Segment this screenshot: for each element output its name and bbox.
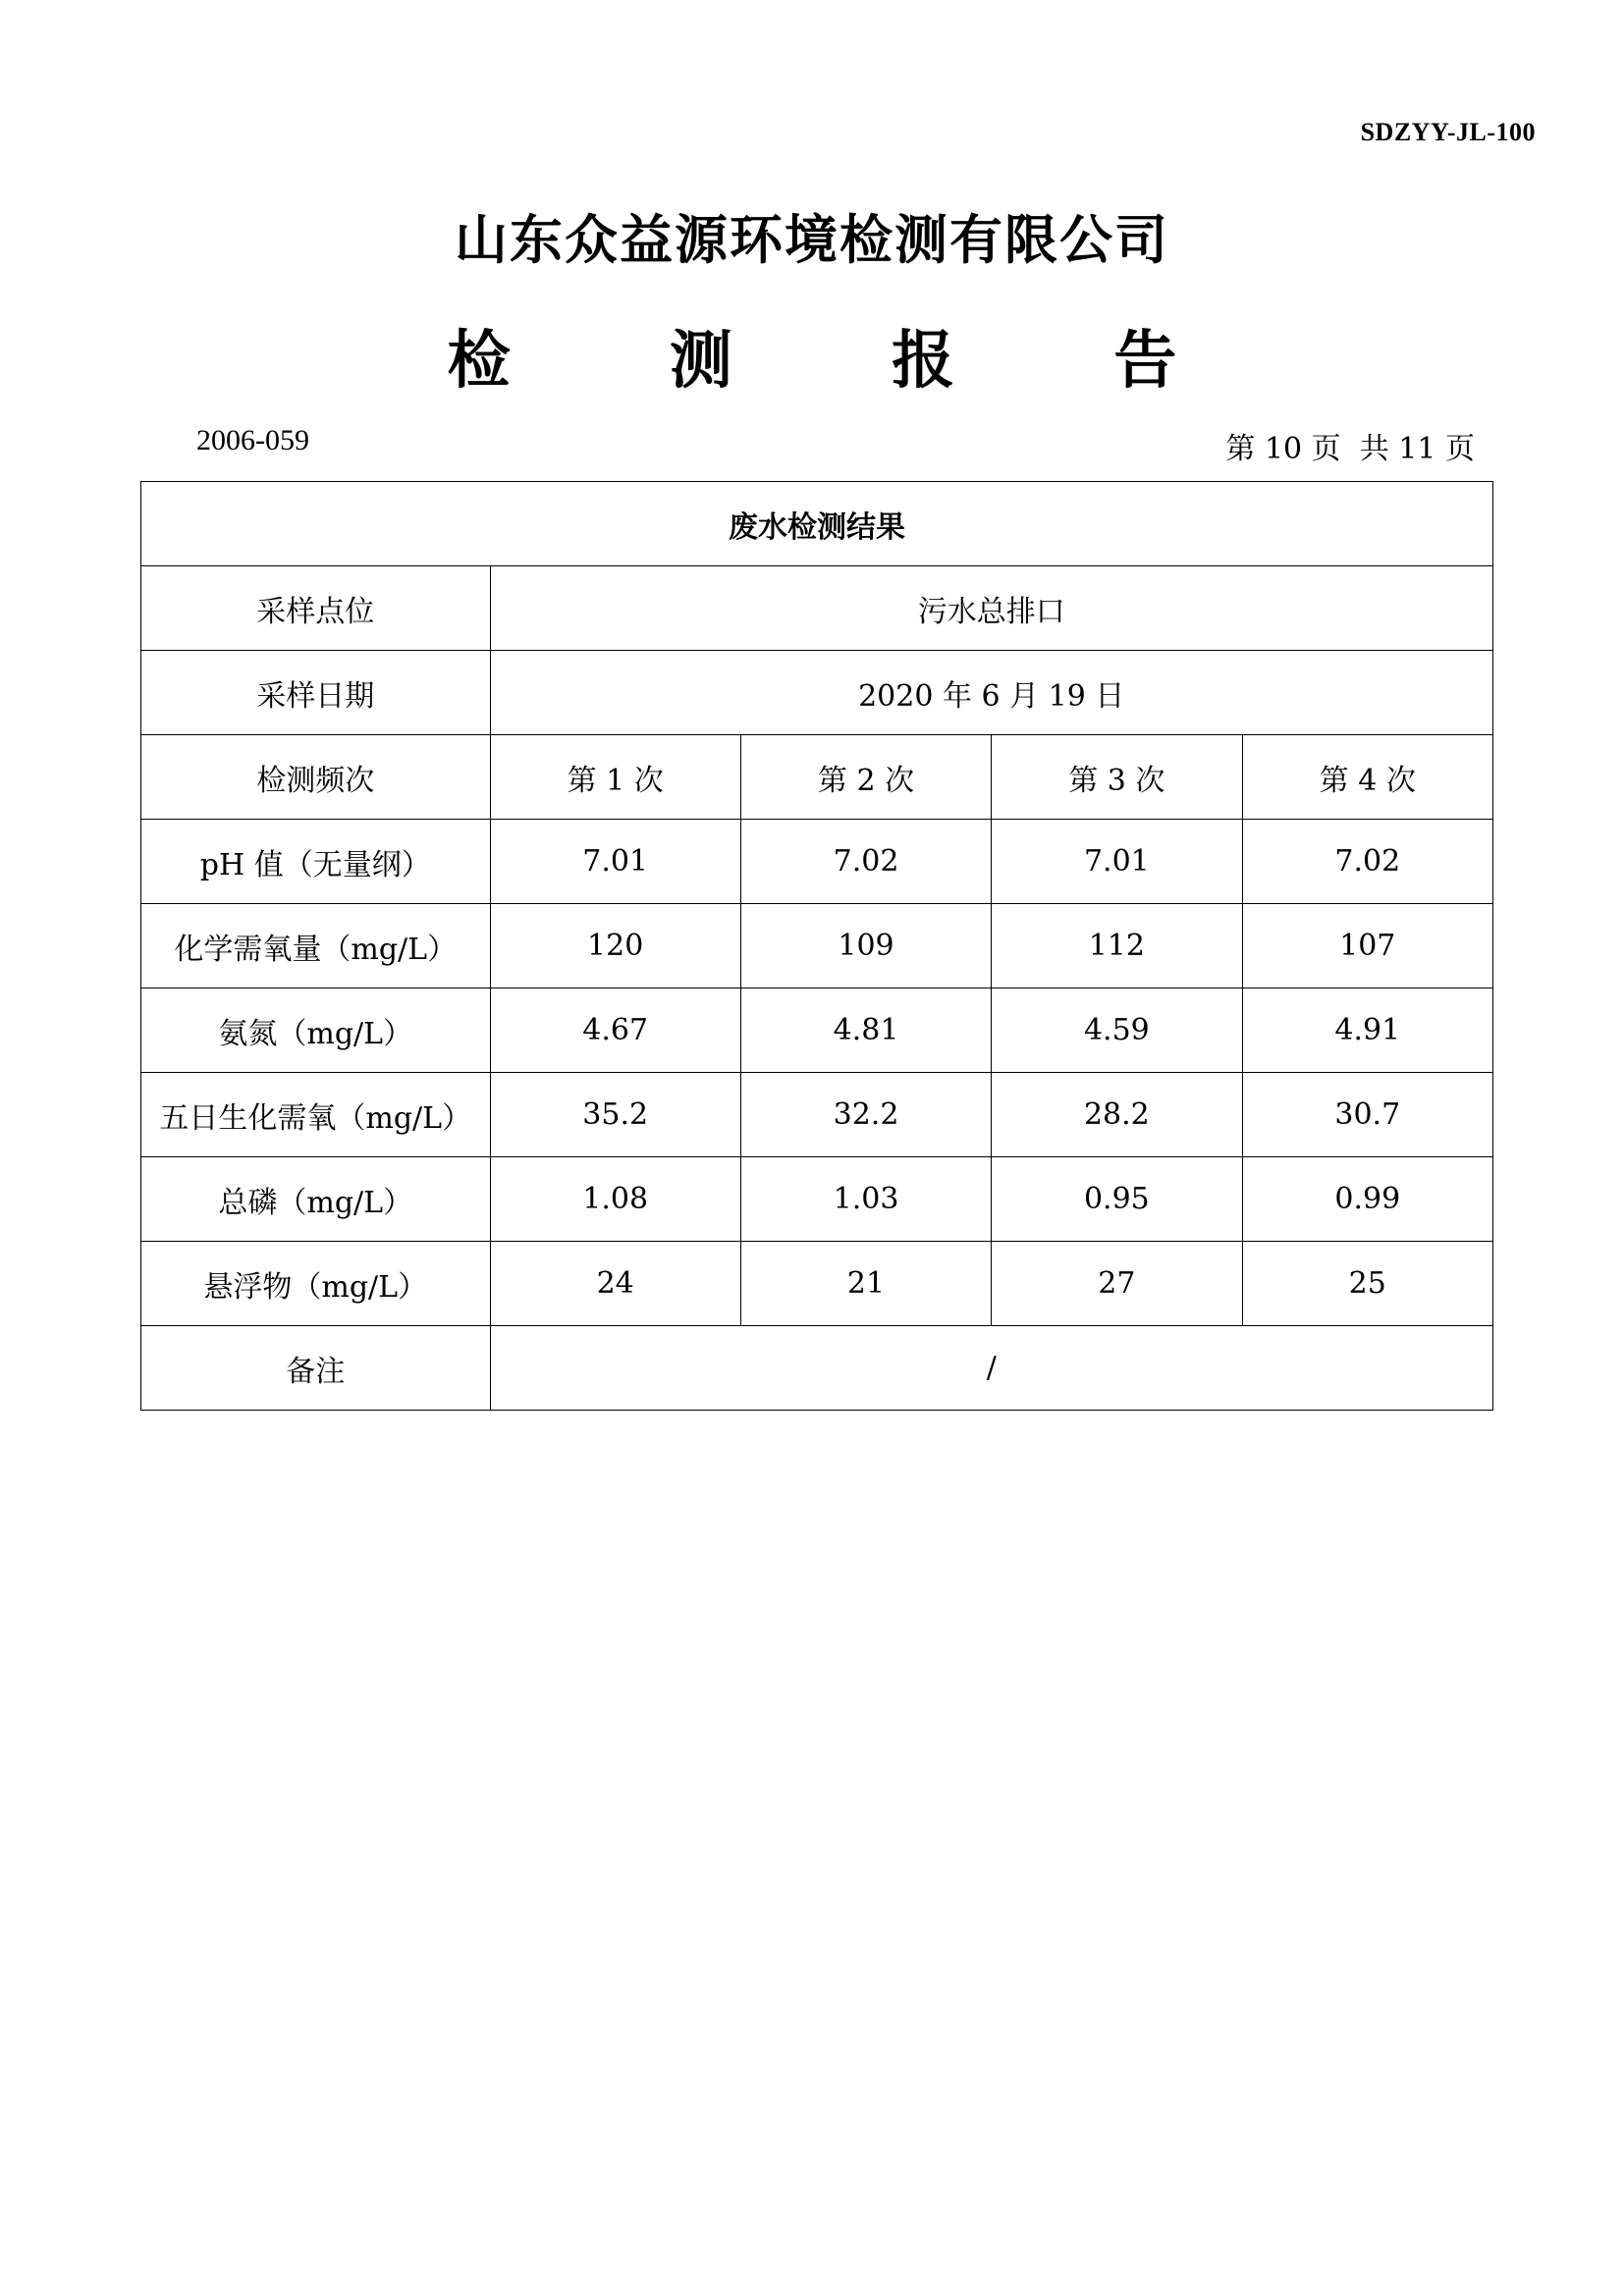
parameter-label: 五日生化需氧（mg/L）	[141, 1073, 491, 1157]
sampling-site-row	[141, 566, 1493, 651]
measurement-value: 21	[740, 1242, 991, 1326]
measurement-value: 24	[490, 1242, 740, 1326]
measurement-value: 7.02	[1242, 820, 1492, 904]
measurement-value: 27	[992, 1242, 1242, 1326]
report-number: 2006-059	[196, 424, 309, 456]
table-row	[141, 1242, 1493, 1326]
measurement-value: 35.2	[490, 1073, 740, 1157]
measurement-value: 4.91	[1242, 988, 1492, 1073]
report-title: 检 测 报 告	[447, 325, 1246, 398]
measurement-value: 107	[1242, 904, 1492, 988]
measurement-value: 25	[1242, 1242, 1492, 1326]
parameter-label: 悬浮物（mg/L）	[141, 1242, 491, 1326]
sampling-site-value: 污水总排口	[490, 566, 1493, 651]
measurement-value: 28.2	[992, 1073, 1242, 1157]
wastewater-results-table	[140, 481, 1493, 1411]
sampling-site-label: 采样点位	[141, 566, 491, 651]
remarks-value: /	[490, 1326, 1493, 1411]
measurement-value: 7.02	[740, 820, 991, 904]
measurement-value: 7.01	[992, 820, 1242, 904]
table-row	[141, 904, 1493, 988]
measurement-value: 4.59	[992, 988, 1242, 1073]
parameter-label: 氨氮（mg/L）	[141, 988, 491, 1073]
frequency-header: 第 1 次	[490, 735, 740, 820]
company-name: 山东众益源环境检测有限公司	[455, 209, 1169, 271]
measurement-value: 1.03	[740, 1157, 991, 1242]
page-current: 第 10 页	[1225, 432, 1341, 466]
remarks-row	[141, 1326, 1493, 1411]
sampling-date-row	[141, 651, 1493, 735]
frequency-label: 检测频次	[141, 735, 491, 820]
measurement-value: 1.08	[490, 1157, 740, 1242]
remarks-label: 备注	[141, 1326, 491, 1411]
measurement-value: 112	[992, 904, 1242, 988]
page-info	[1225, 424, 1475, 467]
frequency-header: 第 2 次	[740, 735, 991, 820]
table-row	[141, 1073, 1493, 1157]
sampling-date-label: 采样日期	[141, 651, 491, 735]
frequency-header: 第 3 次	[992, 735, 1242, 820]
frequency-row	[141, 735, 1493, 820]
parameter-label: pH 值（无量纲）	[141, 820, 491, 904]
table-row	[141, 1157, 1493, 1242]
report-meta-row	[196, 424, 1475, 466]
measurement-value: 32.2	[740, 1073, 991, 1157]
measurement-value: 120	[490, 904, 740, 988]
measurement-value: 4.67	[490, 988, 740, 1073]
document-code: SDZYY-JL-100	[1360, 118, 1536, 146]
page-total: 共 11 页	[1359, 432, 1475, 466]
measurement-value: 0.99	[1242, 1157, 1492, 1242]
measurement-value: 4.81	[740, 988, 991, 1073]
parameter-label: 化学需氧量（mg/L）	[141, 904, 491, 988]
table-row	[141, 988, 1493, 1073]
table-title-row	[141, 482, 1493, 566]
measurement-value: 30.7	[1242, 1073, 1492, 1157]
sampling-date-value: 2020 年 6 月 19 日	[490, 651, 1493, 735]
measurement-value: 109	[740, 904, 991, 988]
measurement-value: 7.01	[490, 820, 740, 904]
frequency-header: 第 4 次	[1242, 735, 1492, 820]
measurement-value: 0.95	[992, 1157, 1242, 1242]
table-row	[141, 820, 1493, 904]
parameter-label: 总磷（mg/L）	[141, 1157, 491, 1242]
table-section-title: 废水检测结果	[141, 482, 1493, 566]
